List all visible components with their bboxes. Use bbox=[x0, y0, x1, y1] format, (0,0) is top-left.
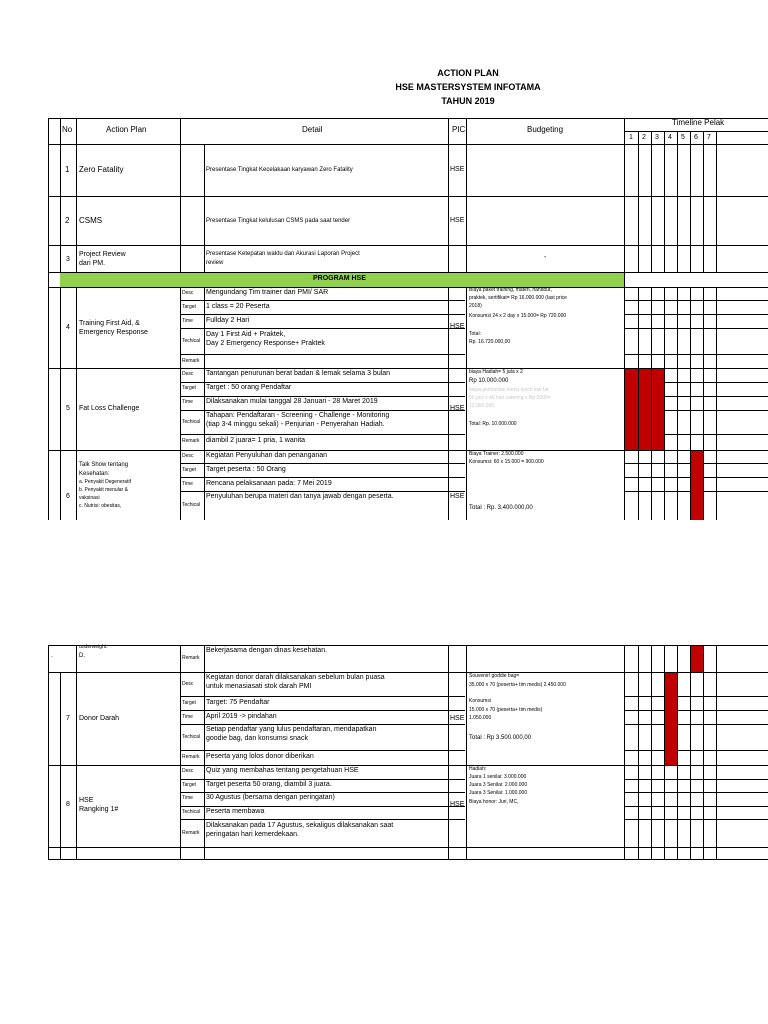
row8-budget-3: Juara 3 Senilai: 2.000.000 bbox=[469, 782, 528, 788]
row8-desc: Quiz yang membahas tentang pengetahuan HSE bbox=[206, 767, 359, 774]
row5-desc: Tantangan penurunan berat badan & lemak selama 3 bulan bbox=[206, 370, 391, 377]
row7-label-desc: Desc bbox=[182, 681, 194, 687]
row4-label-time: Time bbox=[182, 318, 193, 324]
row1-detail: Presentase Tingkat Kecelakaan karyawan Zero Fatality bbox=[206, 167, 353, 173]
row8-budget-4: Juara 3 Senilai: 1.000.000 bbox=[469, 790, 528, 796]
row5-action: Fat Loss Challenge bbox=[79, 405, 140, 412]
row5-budget-1: biaya Hadiah= 5 juta x 2 bbox=[469, 369, 523, 375]
row8-budget-5: Biaya honor: Juri, MC, bbox=[469, 799, 519, 805]
row7-budget-5: 1.050.000 bbox=[469, 715, 492, 721]
row6-tech: Penyuluhan berupa materi dan tanya jawab dengan peserta. bbox=[206, 493, 394, 500]
row6-label-desc: Desc bbox=[182, 453, 194, 459]
row5-no: 5 bbox=[66, 405, 70, 412]
row6-label-target: Target bbox=[182, 467, 196, 473]
week-6: 6 bbox=[694, 134, 698, 141]
section-program-hse: PROGRAM HSE bbox=[313, 275, 366, 282]
title-line-2: HSE MASTERSYSTEM INFOTAMA bbox=[395, 82, 541, 92]
row4-pic: HSE bbox=[450, 323, 465, 330]
row4-no: 4 bbox=[66, 324, 70, 331]
row8-target: Target peserta 50 orang, diambil 3 juara. bbox=[206, 781, 332, 788]
row4-action-1: Training First Aid, & bbox=[79, 320, 140, 327]
row8-action-1: HSE bbox=[79, 797, 94, 804]
row7-pic: HSE bbox=[450, 715, 465, 722]
week-3: 3 bbox=[655, 134, 659, 141]
row7-budget-1: Souvenir/ goddie bag= bbox=[469, 673, 520, 679]
row5-budget-grey-2: 50 pcs x 40 hari catering x Rp 5000= bbox=[469, 395, 551, 401]
row2-action: CSMS bbox=[79, 216, 103, 225]
row6-budget-2: Konsumsi: 60 x 15.000 = 900.000 bbox=[469, 459, 544, 465]
row7-budget-4: 15.000 x 70 (peserta+ tim medis) bbox=[469, 707, 543, 713]
title-line-1: ACTION PLAN bbox=[437, 68, 499, 78]
row4-time: Fullday 2 Hari bbox=[206, 317, 250, 324]
header-pic: PIC bbox=[452, 125, 466, 134]
week-5: 5 bbox=[681, 134, 685, 141]
row5-time: Dilaksanakan mulai tanggal 28 Januari - 28 Maret 2019 bbox=[206, 398, 378, 405]
row3-action-1: Project Review bbox=[79, 251, 126, 258]
row4-budget-5: Total: bbox=[469, 331, 481, 337]
row7-label-techical: Techical bbox=[182, 734, 201, 740]
row3-detail-1: Presentase Ketepatan waktu dan Akurasi Laporan Project bbox=[206, 251, 360, 257]
row4-budget-4: Konsumsi 24 x 2 day x 15.000= Rp 720.000 bbox=[469, 313, 567, 319]
row4-desc: Mengundang Tim trainer dari PMI/ SAR bbox=[206, 289, 329, 296]
row5-label-time: Time bbox=[182, 399, 193, 405]
row3-detail-2: review bbox=[206, 260, 224, 266]
row6-time: Rencana pelaksanaan pada: 7 Mei 2019 bbox=[206, 480, 332, 487]
week-2: 2 bbox=[642, 134, 646, 141]
header-timeline: Timeline Pelak bbox=[672, 118, 725, 127]
row4-label-remark: Remark bbox=[182, 358, 200, 364]
row8-pic: HSE bbox=[450, 801, 465, 808]
row1-pic: HSE bbox=[450, 166, 465, 173]
row6-action-5: vaksinasi bbox=[79, 495, 100, 501]
row1-no: 1 bbox=[65, 165, 70, 174]
row5-budget-total: Total: Rp. 10.000.000 bbox=[469, 421, 517, 427]
row8-label-desc: Desc bbox=[182, 768, 194, 774]
row5-target: Target : 50 orang Pendaftar bbox=[206, 384, 292, 391]
row7-desc-2: untuk menasiasati stok darah PMI bbox=[206, 683, 312, 690]
row2-pic: HSE bbox=[450, 217, 465, 224]
row6b-action-2: D. bbox=[79, 653, 85, 659]
title-line-3: TAHUN 2019 bbox=[441, 96, 495, 106]
row4-tech-2: Day 2 Emergency Response+ Praktek bbox=[206, 340, 325, 347]
row6-action-4: b. Penyakit menular & bbox=[79, 487, 128, 493]
row5-remark: diambil 2 juara= 1 pria, 1 wanita bbox=[206, 437, 306, 444]
row8-remark-2: peringatan hari kemerdekaan. bbox=[206, 831, 300, 838]
row6-budget-total: Total : Rp. 3.400.000,00 bbox=[469, 505, 533, 511]
row8-label-time: Time bbox=[182, 795, 193, 801]
header-action-plan: Action Plan bbox=[106, 125, 147, 134]
row8-label-techical: Techical bbox=[182, 809, 201, 815]
row6-budget-1: Biaya Trainer: 2.500.000 bbox=[469, 451, 524, 457]
row7-tech-2: goodie bag, dan konsumsi snack bbox=[206, 735, 308, 742]
row8-budget-2: Juara 1 senilai: 3.000.000 bbox=[469, 774, 527, 780]
row2-no: 2 bbox=[65, 216, 70, 225]
row5-pic: HSE bbox=[450, 405, 465, 412]
row1-action: Zero Fatality bbox=[79, 165, 124, 174]
row6b-action-1: underweight. bbox=[79, 644, 108, 650]
row8-remark-1: Dilaksanakan pada 17 Agustus, sekaligus dilaksanakan saat bbox=[206, 822, 394, 829]
row6-pic: HSE bbox=[450, 493, 465, 500]
row7-budget-3: Konsumsi bbox=[469, 698, 491, 704]
row4-budget-2: praktek, sertifikat= Rp 16.000.000 (last price bbox=[469, 295, 567, 301]
header-budgeting: Budgeting bbox=[527, 125, 564, 134]
row5-label-remark: Remark bbox=[182, 438, 200, 444]
week-4: 4 bbox=[668, 134, 672, 141]
row3-action-2: dari PM. bbox=[79, 260, 106, 267]
row7-label-time: Time bbox=[182, 714, 193, 720]
row8-label-target: Target bbox=[182, 782, 196, 788]
row7-no: 7 bbox=[66, 715, 70, 722]
row6-no: 6 bbox=[66, 493, 70, 500]
row8-time: 30 Agustus (bersama dengan peringatan) bbox=[206, 794, 335, 801]
week-1: 1 bbox=[629, 134, 633, 141]
row3-no: 3 bbox=[66, 256, 70, 263]
row4-label-desc: Desc bbox=[182, 290, 194, 296]
row6b-label-remark: Remark bbox=[182, 655, 200, 661]
row8-no: 8 bbox=[66, 801, 70, 808]
row6-label-time: Time bbox=[182, 481, 193, 487]
row7-time: April 2019 -> pindahan bbox=[206, 713, 277, 720]
row7-budget-2: 35.000 x 70 (peserta+ tim medis) 2.450.000 bbox=[469, 682, 566, 688]
row7-budget-total: Total : Rp 3.500.000,00 bbox=[469, 735, 532, 741]
timeline-fill-fat-loss bbox=[625, 369, 665, 450]
row4-target: 1 class = 20 Peserta bbox=[206, 303, 270, 310]
row5-label-target: Target bbox=[182, 385, 196, 391]
header-detail: Detail bbox=[302, 125, 323, 134]
row8-action-2: Rangking 1# bbox=[79, 806, 119, 813]
week-7: 7 bbox=[707, 134, 711, 141]
row7-desc-1: Kegiatan donor darah dilaksanakan sebelum bulan puasa bbox=[206, 674, 385, 681]
row5-label-techical: Techical bbox=[182, 419, 201, 425]
row4-budget-6: Rp. 16.720.000,00 bbox=[469, 339, 511, 345]
row8-label-remark: Remark bbox=[182, 830, 200, 836]
row6-desc: Kegiatan Penyuluhan dan penanganan bbox=[206, 452, 328, 459]
row5-budget-2: Rp 10.000.000 bbox=[469, 378, 509, 384]
row7-target: Target: 75 Pendaftar bbox=[206, 699, 270, 706]
header-no: No bbox=[62, 125, 73, 134]
row6b-marker: . bbox=[51, 652, 53, 659]
row4-label-techical: Techical bbox=[182, 338, 201, 344]
row5-tech-1: Tahapan: Pendaftaran - Screening - Challenge - Monitoring bbox=[206, 412, 390, 419]
row3-budget: - bbox=[544, 254, 547, 261]
row2-detail: Presentase Tingkat kelulusan CSMS pada saat tender bbox=[206, 218, 351, 224]
row5-budget-grey-3: 12.000.000 bbox=[469, 403, 495, 409]
row4-label-target: Target bbox=[182, 304, 196, 310]
row6-action-6: c. Nutrisi: obesitas, bbox=[79, 503, 122, 509]
row6-action-2: Kesehatan: bbox=[79, 471, 110, 477]
row4-budget-3: 2018) bbox=[469, 303, 482, 309]
row7-label-target: Target bbox=[182, 700, 196, 706]
row4-action-2: Emergency Response bbox=[79, 329, 148, 336]
row5-budget-grey-1: biaya pembelian menu lunch low fat : bbox=[469, 387, 552, 393]
row7-label-remark: Remark bbox=[182, 754, 200, 760]
row6-label-techical: Techical bbox=[182, 502, 201, 508]
row6-action-1: Talk Show tentang bbox=[79, 462, 129, 468]
row6b-remark: Bekerjasama dengan dinas kesehatan. bbox=[206, 647, 328, 654]
row4-tech-1: Day 1 First Aid + Praktek, bbox=[206, 331, 286, 338]
row7-remark: Peserta yang lolos donor diberikan bbox=[206, 753, 314, 760]
row7-tech-1: Setiap pendaftar yang lulus pendaftaran, mendapatkan bbox=[206, 726, 377, 733]
row4-budget-1: Biaya paket training, materi, handout, bbox=[469, 287, 552, 293]
row5-tech-2: (tiap 3-4 minggu sekali) - Penjurian - Penyerahan Hadiah. bbox=[206, 421, 385, 428]
row7-action: Donor Darah bbox=[79, 715, 120, 722]
row6-action-3: a. Penyakit Degeneratif bbox=[79, 479, 131, 485]
row8-budget-1: Hadiah: bbox=[469, 766, 487, 772]
row5-label-desc: Desc bbox=[182, 371, 194, 377]
row8-tech: Peserta membawa bbox=[206, 808, 265, 815]
row6-target: Target peserta : 50 Orang bbox=[206, 466, 286, 473]
